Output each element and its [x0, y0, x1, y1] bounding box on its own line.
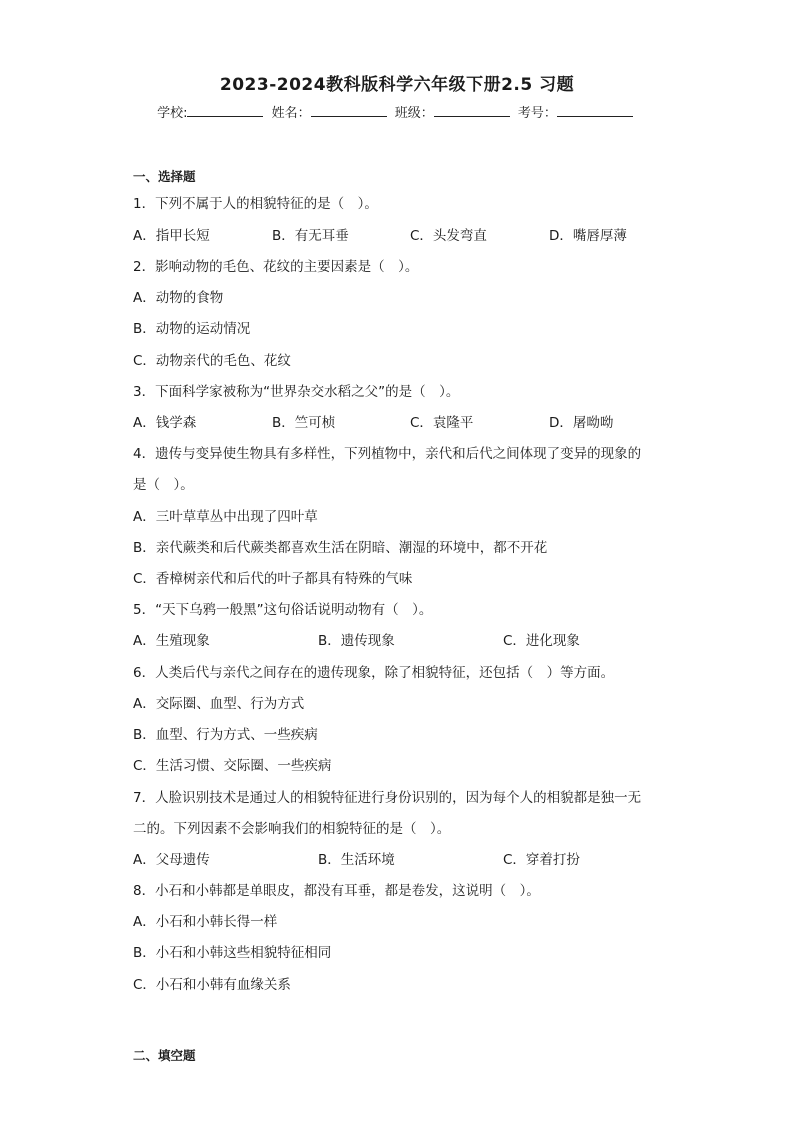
question-8: 8．小石和小韩都是单眼皮，都没有耳垂，都是卷发，这说明（ ）。 [133, 883, 540, 899]
option-b: B．竺可桢 [272, 415, 336, 431]
page-title: 2023-2024教科版科学六年级下册2.5 习题 [219, 75, 575, 95]
question-8-option-a: A．小石和小韩长得一样 [133, 914, 278, 930]
question-1: 1．下列不属于人的相貌特征的是（ ）。 [133, 196, 378, 212]
question-4-line-1: 4．遗传与变异使生物具有多样性，下列植物中，亲代和后代之间体现了变异的现象的 [133, 446, 642, 462]
question-6-option-b: B．血型、行为方式、一些疾病 [133, 727, 318, 743]
option-a: A．生殖现象 [133, 633, 210, 649]
question-7-line-2: 二的。下列因素不会影响我们的相貌特征的是（ ）。 [133, 821, 451, 837]
option-d: D．嘴唇厚薄 [549, 228, 627, 244]
question-2-option-a: A．动物的食物 [133, 290, 224, 306]
option-b: B．遗传现象 [318, 633, 395, 649]
option-c: C．头发弯直 [410, 228, 487, 244]
question-8-option-b: B．小石和小韩这些相貌特征相同 [133, 945, 332, 961]
option-c: C．穿着打扮 [503, 852, 580, 868]
option-b: B．有无耳垂 [272, 228, 349, 244]
question-6-option-c: C．生活习惯、交际圈、一些疾病 [133, 758, 332, 774]
class-blank[interactable] [434, 102, 510, 117]
question-6-option-a: A．交际圈、血型、行为方式 [133, 696, 305, 712]
option-a: A．钱学森 [133, 415, 197, 431]
question-4-option-a: A．三叶草草丛中出现了四叶草 [133, 509, 318, 525]
class-label: 班级： [394, 106, 434, 121]
option-b: B．生活环境 [318, 852, 395, 868]
school-blank[interactable] [187, 102, 263, 117]
question-2-option-b: B．动物的运动情况 [133, 321, 251, 337]
option-c: C．进化现象 [503, 633, 580, 649]
question-4-option-b: B．亲代蕨类和后代蕨类都喜欢生活在阴暗、潮湿的环境中，都不开花 [133, 540, 548, 556]
question-2: 2．影响动物的毛色、花纹的主要因素是（ ）。 [133, 259, 419, 275]
option-a: A．指甲长短 [133, 228, 210, 244]
option-d: D．屠呦呦 [549, 415, 614, 431]
question-4-option-c: C．香樟树亲代和后代的叶子都具有特殊的气味 [133, 571, 413, 587]
question-7-line-1: 7．人脸识别技术是通过人的相貌特征进行身份识别的，因为每个人的相貌都是独一无 [133, 790, 642, 806]
question-8-option-c: C．小石和小韩有血缘关系 [133, 977, 291, 993]
question-3: 3．下面科学家被称为“世界杂交水稻之父”的是（ ）。 [133, 384, 460, 400]
section-heading-fill: 二、填空题 [133, 1048, 196, 1063]
option-a: A．父母遗传 [133, 852, 210, 868]
option-c: C．袁隆平 [410, 415, 474, 431]
number-blank[interactable] [557, 102, 633, 117]
school-label: 学校: [157, 106, 188, 121]
section-heading-choice: 一、选择题 [133, 169, 196, 184]
question-6: 6．人类后代与亲代之间存在的遗传现象，除了相貌特征，还包括（ ）等方面。 [133, 665, 615, 681]
name-label: 姓名： [271, 106, 311, 121]
name-blank[interactable] [311, 102, 387, 117]
student-info-line [0, 102, 794, 121]
question-4-line-2: 是（ ）。 [133, 477, 194, 493]
number-label: 考号： [517, 106, 557, 121]
question-5: 5．“天下乌鸦一般黑”这句俗话说明动物有（ ）。 [133, 602, 433, 618]
question-2-option-c: C．动物亲代的毛色、花纹 [133, 353, 291, 369]
